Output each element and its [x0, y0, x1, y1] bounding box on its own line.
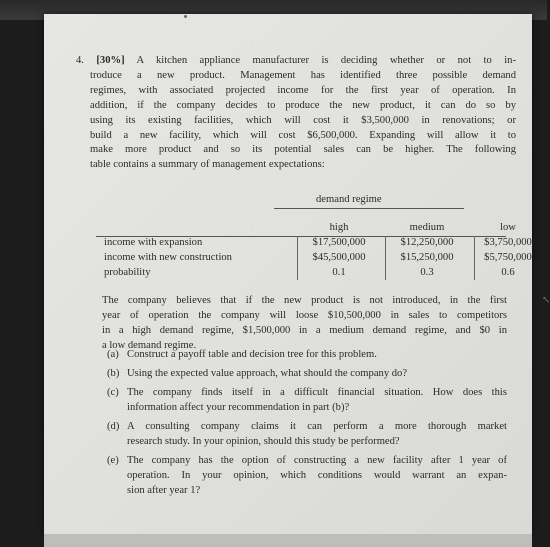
- table-cell: 0.6: [501, 267, 515, 278]
- paper-sheet: [44, 14, 550, 534]
- table-row: [96, 237, 532, 252]
- table-cell: $12,250,000: [400, 237, 454, 248]
- question-label: (c): [107, 387, 119, 398]
- question-line: Construct a payoff table and decision tree for this problem.: [127, 349, 377, 360]
- problem-line-2: troduce a new product. Management has identified three possible demand: [90, 69, 516, 81]
- table-column-rule: [474, 236, 475, 280]
- column-header-low: low: [500, 222, 516, 233]
- column-header-high: high: [329, 222, 349, 233]
- question-line: information affect your recommendation in part (b)?: [127, 401, 350, 413]
- table-column-rule: [297, 236, 298, 280]
- question-line: Using the expected value approach, what should the company do?: [127, 368, 408, 379]
- table-row: [96, 252, 532, 267]
- question-line: operation. In your opinion, which conditions would warrant an expan-: [127, 469, 507, 481]
- question-line: sion after year 1?: [127, 484, 201, 496]
- column-header-medium: medium: [409, 222, 445, 233]
- row-label: income with expansion: [104, 237, 203, 248]
- problem-line-7: make more product and so its potential sales can be higher. The following: [90, 144, 516, 156]
- problem-line-5: using its existing facilities, which will cost it $3,500,000 in renovations; or: [90, 114, 516, 126]
- paragraph-line: a low demand regime.: [102, 339, 197, 351]
- table-cell: $3,750,000: [484, 237, 532, 248]
- paragraph-line: year of operation the company will loose $10,500,000 in sales to competitors: [102, 309, 507, 321]
- question-line: research study. In your opinion, should this study be performed?: [127, 435, 400, 447]
- table-header-row: [96, 222, 516, 237]
- table-cell: 0.3: [420, 267, 434, 278]
- table-cell: $5,750,000: [484, 252, 532, 263]
- paper-bottom-edge: [44, 534, 532, 547]
- question-line: A consulting company claims it can perform a more thorough market: [127, 421, 507, 432]
- group-header-rule: [274, 208, 464, 209]
- question-line: The company finds itself in a difficult financial situation. How does this: [127, 387, 507, 398]
- paragraph-line: The company believes that if the new product is not introduced, in the first: [102, 295, 507, 306]
- problem-number: 4.: [76, 55, 84, 66]
- problem-statement: [76, 54, 516, 173]
- problem-line-6: build a new facility, which will cost $6,500,000. Expanding will allow it to: [90, 129, 516, 141]
- mouse-cursor-icon: ↖: [542, 295, 550, 306]
- row-label: income with new construction: [104, 252, 232, 263]
- table-cell: $15,250,000: [400, 252, 454, 263]
- question-label: (b): [107, 368, 120, 379]
- problem-line-1: 4. [30%] A kitchen appliance manufacturer is deciding whether or not to in-: [76, 55, 516, 66]
- paper-speck: [184, 15, 187, 18]
- question-line: The company has the option of constructing a new facility after 1 year of: [127, 455, 507, 466]
- table-header-rule: [96, 236, 506, 237]
- problem-line-4: addition, if the company decides to produce the new product, it can do so by: [90, 99, 516, 111]
- problem-weight: [30%]: [96, 55, 125, 66]
- table-column-rule: [385, 236, 386, 280]
- table-row: [96, 267, 515, 282]
- problem-line-8: table contains a summary of management expectations:: [90, 159, 325, 171]
- row-label: probability: [104, 267, 151, 278]
- table-cell: $17,500,000: [312, 237, 366, 248]
- no-introduction-paragraph: [102, 294, 507, 354]
- question-label: (d): [107, 421, 120, 432]
- table-group-header: demand regime: [316, 194, 382, 205]
- table-cell: 0.1: [332, 267, 346, 278]
- paragraph-line: in a high demand regime, $1,500,000 in a medium demand regime, and $0 in: [102, 324, 507, 336]
- question-label: (e): [107, 455, 119, 466]
- question-label: (a): [107, 349, 119, 360]
- problem-line-3: regimes, with associated projected income for the first year of operation. In: [90, 84, 516, 96]
- table-cell: $45,500,000: [312, 252, 366, 263]
